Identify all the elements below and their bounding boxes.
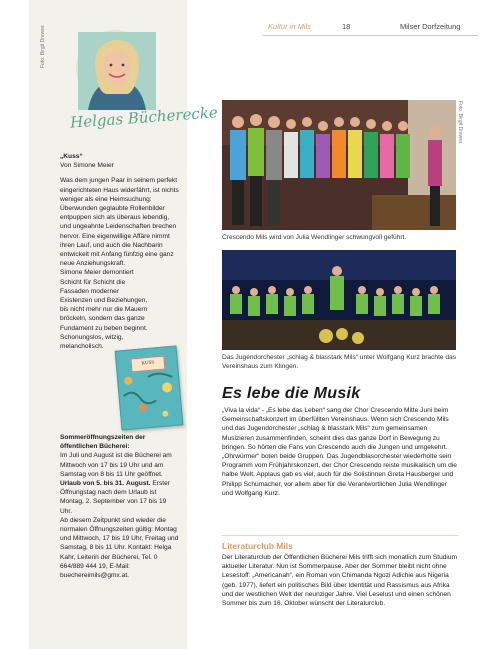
review-paragraph-1: Was dem jungen Paar in seinem perfekt eingerichteten Haus widerfährt, ist nichts weniger als eine Heimsuchung: Überwunden geglaubte Rollenbilder entpuppen sich als überaus lebendig, und ungeahnte Leidenschaften brechen hervor. Eine eigenwillige Affäre nimmt ihren Lauf, und auch die Nachbarin entwickelt mit Anfang fünfzig eine ganz neue Anziehungskraft. <box>60 177 179 268</box>
page-number: 18 <box>342 22 351 31</box>
photo-caption-choir: Crescendo Mils wird von Julia Wendlinger schwungvoll geführt. <box>222 234 407 241</box>
svg-text:Helgas Bücherecke: Helgas Bücherecke <box>69 103 219 132</box>
vacation-dates: Urlaub von 5. bis 31. <box>60 480 125 488</box>
review-paragraph-2: Simone Meier demontiert Schicht für Schicht die Fassaden moderner Existenzen und Beziehungen, bis nicht mehr nur die Mauern bröckeln, sondern das ganze Fundament zu beben beginnt. Schonungslos, witzig, melancholisch. <box>60 269 148 351</box>
opening-hours-paragraph-3: Ab diesem Zeitpunkt sind wieder die normalen Öffnungszeiten gültig: Montag und Mittwoch, 17 bis 19 Uhr, Freitag und Samstag, 8 bis 11 Uhr. Kontakt: Helga Kahr, Leiterin der Bücherei, Tel. 0 664/889 444 19, E-Mail: buechereimils@gmx.at. <box>60 516 179 580</box>
photo-credit: Foto: Birgit Drewes <box>457 101 463 144</box>
sidebar-photo-credit: Foto: Birgit Drewes <box>40 25 46 68</box>
book-cover-title: KUSS <box>130 356 165 373</box>
article-title: Es lebe die Musik <box>222 385 361 402</box>
review-block <box>60 152 180 351</box>
literature-club-body: Der Literaturclub der Öffentlichen Bücherei Mils trifft sich monatlich zum Studium aktueller Literatur. Nun ist Sommerpause. Aber der Sommer bleibt nicht ohne Lesestoff: „Americanah“, ein Roman von Chimanda Ngozi Adichie aus Nigeria (geb. 1977), liefert ein politisches Bild über Identität und Rassismus aus Afrika und der westlichen Welt der neunziger Jahre. Viel Leselust und einen schönen Sommer bis zum 16. Oktober wünscht der Literaturclub. <box>222 554 458 608</box>
choir-photo <box>222 100 456 230</box>
vacation-month: August. <box>125 480 151 488</box>
first-opening-day: Erster Öffnungstag nach dem Urlaub ist Montag, 2. September von 17 bis 19 Uhr. <box>60 480 170 515</box>
opening-hours-block <box>60 433 180 580</box>
signature-logo <box>66 98 219 136</box>
opening-hours-paragraph-2 <box>60 479 180 516</box>
article-body: „Viva la vida“ - „Es lebe das Leben“ sang der Chor Crescendo Mitte Juni beim Gemeinschaftskonzert im überfüllten Vereinshaus. Wenn sich Crescendo Mils und das Jugendorchester „schlag & blasstark Mils“ zum gemeinsamen Musizieren zusammenfinden, scheint dies das ganze Dorf in Bewegung zu bringen. So hörten die Fans von Crescendo auch die Jungen und umgekehrt. „Ohrwürmer“ boten beide Gruppen. Das Jugendblasorchester wiederholte sein Programm vom Frühjahrskonzert, der Chor Crescendo reiste musikalisch um die halbe Welt. Applaus gab es viel, auch für die Solistinnen Greta Hausberger und Philipp Schumacher, vor allem aber für die Verantwortlichen Julia Wendlinger und Wolfgang Kurz. <box>222 407 457 497</box>
publication-name: Milser Dorfzeitung <box>400 22 461 31</box>
header-section-label: Kultur in Mils <box>268 22 311 31</box>
review-title: „Kuss“ <box>60 153 83 160</box>
section-divider <box>222 535 458 536</box>
opening-hours-paragraph-1: Im Juli und August ist die Bücherei am Mittwoch von 17 bis 19 Uhr und am Samstag von 8 bis 11 Uhr geöffnet. <box>60 452 172 478</box>
header-rule <box>263 35 478 36</box>
avatar <box>76 30 154 108</box>
review-author: Von Simone Meier <box>60 162 114 170</box>
literature-club-title: Literaturclub Mils <box>222 541 293 551</box>
orchestra-photo <box>222 250 456 350</box>
photo-caption-orchestra: Das Jugendorchester „schlag & blasstark Mils“ unter Wolfgang Kurz brachte das Vereinshaus zum Klingen. <box>222 354 457 370</box>
opening-hours-title: Sommeröffnungszeiten der öffentlichen Bücherei: <box>60 434 146 451</box>
book-cover-image <box>115 345 184 430</box>
